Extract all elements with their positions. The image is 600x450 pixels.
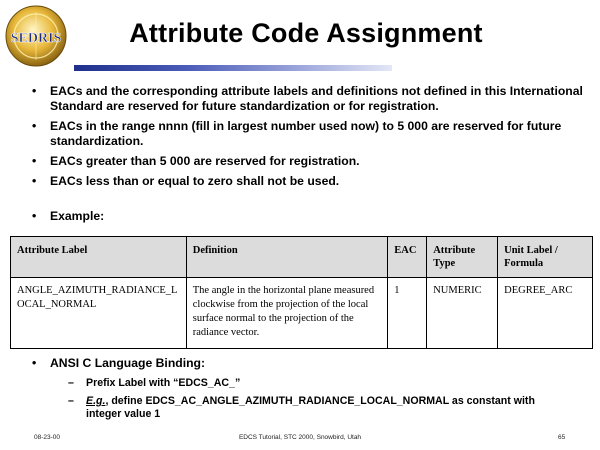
bullet-icon: • [32,209,37,223]
header-attribute-label: Attribute Label [11,237,187,278]
bullet-item [30,154,590,169]
bullet-text: EACs in the range nnnn (fill in largest number used now) to 5 000 are reserved for future standardization. [50,119,562,148]
sub-item-text: Prefix Label with “EDCS_AC_” [86,377,241,389]
bullet-item [30,84,590,114]
title-underline-bar [74,65,392,71]
bullet-icon: • [32,174,37,188]
binding-label: ANSI C Language Binding: [50,356,206,370]
binding-heading [30,356,205,370]
cell-eac: 1 [388,278,427,349]
header-eac: EAC [388,237,427,278]
cell-definition: The angle in the horizontal plane measured clockwise from the projection of the local surface normal to the projection of the radiance vector. [186,278,388,349]
bullet-icon: • [32,356,37,370]
sub-item-example [68,395,556,421]
cell-unit-label: DEGREE_ARC [498,278,593,349]
cell-attribute-label: ANGLE_AZIMUTH_RADIANCE_LOCAL_NORMAL [11,278,187,349]
bullet-text: EACs greater than 5 000 are reserved for registration. [50,154,360,168]
footer-page-number: 65 [558,434,566,441]
bullet-list [30,84,590,194]
table-header-row [11,237,593,278]
header-attribute-type: Attribute Type [427,237,498,278]
slide-title: Attribute Code Assignment [129,18,483,48]
header-unit-label: Unit Label / Formula [498,237,593,278]
bullet-item [30,174,590,189]
sub-item-prefix [68,377,240,390]
attribute-table [10,236,593,349]
logo-text: SEDRIS [10,31,62,46]
header-definition: Definition [186,237,388,278]
example-heading [30,209,104,223]
cell-attribute-type: NUMERIC [427,278,498,349]
dash-icon: – [68,377,74,389]
bullet-icon: • [32,84,37,98]
footer-date: 08-23-00 [34,434,61,441]
bullet-icon: • [32,119,37,133]
eg-emphasis: E.g. [86,395,106,407]
dash-icon: – [68,395,74,407]
bullet-text: EACs and the corresponding attribute labels and definitions not defined in this International Standard are reserved for future standardization or for registration. [50,84,583,113]
sub-item-text: , define EDCS_AC_ANGLE_AZIMUTH_RADIANCE_LOCAL_NORMAL as constant with integer value 1 [86,395,535,420]
bullet-item [30,119,590,149]
bullet-text: EACs less than or equal to zero shall not be used. [50,174,340,188]
table-row [11,278,593,349]
example-label: Example: [50,209,105,223]
footer-center-text: EDCS Tutorial, STC 2000, Snowbird, Utah [238,434,362,441]
bullet-icon: • [32,154,37,168]
